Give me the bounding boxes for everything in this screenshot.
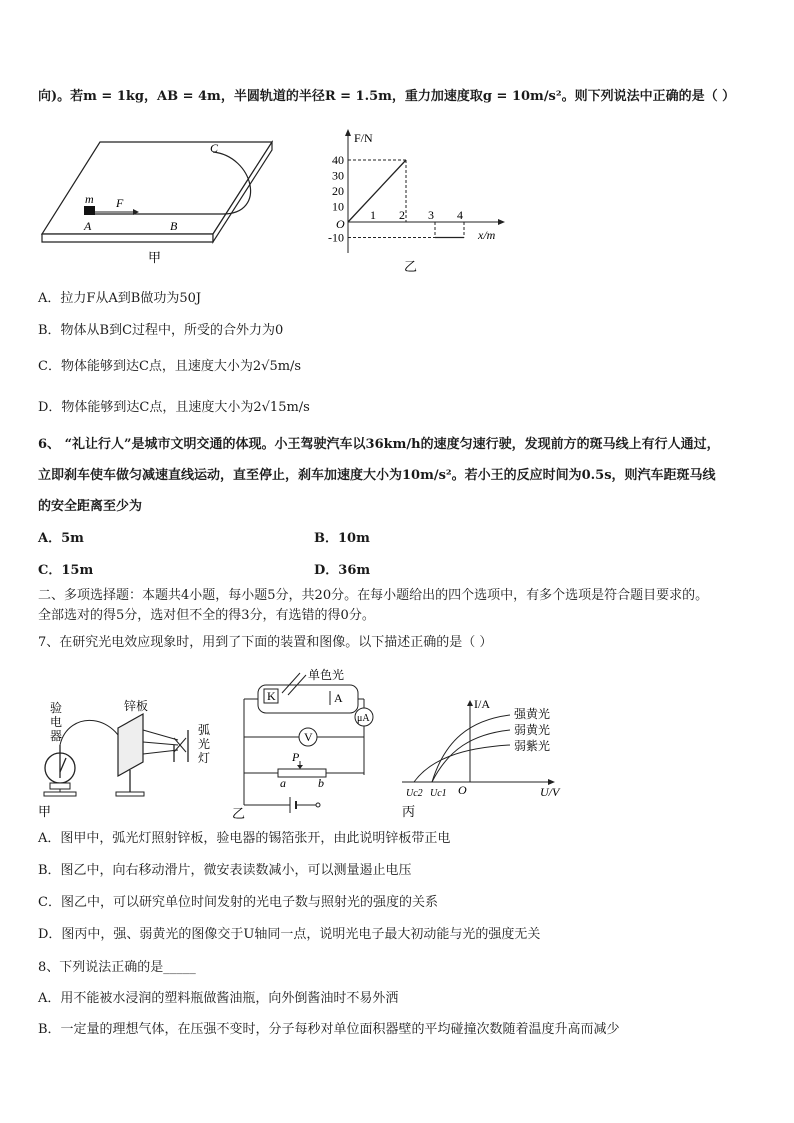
switch-dot (316, 803, 320, 807)
label-lamp-1: 弧 (198, 723, 211, 737)
q7-figure-jia (38, 700, 238, 820)
q5-option-d: D．物体能够到达C点，且速度大小为2√15m/s (38, 400, 310, 415)
bing-x-label: U/V (540, 785, 560, 799)
label-A: A (334, 691, 343, 705)
label-K: K (267, 689, 276, 703)
y-tick-10: 10 (332, 199, 344, 214)
y-tick-30: 30 (332, 168, 344, 183)
y-axis-arrow (345, 129, 351, 136)
light-ray-1 (143, 730, 178, 740)
q5-figure-jia (38, 138, 288, 268)
q5-stem-tail: 向)。若m = 1kg，AB = 4m，半圆轨道的半径R = 1.5m，重力加速度取g = 10m/s²。则下列说法中正确的是（ ） (38, 89, 736, 104)
q7-option-b: B．图乙中，向右移动滑片，微安表读数减小，可以测量遏止电压 (38, 863, 412, 878)
label-B: B (170, 219, 178, 233)
zinc-plate (118, 714, 143, 776)
label-weak-yellow: 弱黄光 (514, 723, 551, 737)
q7-option-a: A．图甲中，弧光灯照射锌板，验电器的锡箔张开，由此说明锌板带正电 (38, 831, 451, 846)
q5-option-a: A．拉力F从A到B做功为50J (38, 291, 202, 306)
y-tick--10: -10 (328, 230, 344, 245)
bing-y-label: I/A (474, 697, 490, 711)
electroscope-base (50, 783, 70, 789)
q6-option-c: C．15m (38, 563, 94, 578)
label-electroscope-1: 验 (50, 701, 63, 715)
label-zinc: 锌板 (124, 699, 149, 713)
plane-top (42, 142, 272, 234)
block-m (84, 206, 95, 215)
curve-weak-violet (414, 745, 510, 782)
label-P: P (292, 750, 300, 764)
q8-option-b: B．一定量的理想气体，在压强不变时，分子每秒对单位面积器壁的平均碰撞次数随着温度升高而减少 (38, 1022, 620, 1037)
caption-jia: 甲 (148, 250, 162, 265)
zinc-base (116, 792, 144, 796)
x-tick-3: 3 (428, 208, 434, 222)
q6-option-b: B．10m (314, 531, 370, 546)
light-ray-2 (143, 742, 178, 745)
curve-strong-yellow (432, 715, 510, 782)
label-uA: μA (357, 713, 370, 724)
label-F: F (116, 196, 124, 210)
section2-line-2: 全部选对的得5分，选对但不全的得3分，有选错的得0分。 (38, 608, 375, 623)
q6-line-2: 立即刹车使车做匀减速直线运动，直至停止，刹车加速度大小为10m/s²。若小王的反应时间为0.5s，则汽车距斑马线 (38, 468, 716, 483)
q8-option-a: A．用不能被水浸润的塑料瓶做酱油瓶，向外倒酱油时不易外洒 (38, 991, 399, 1006)
caption-yi: 乙 (404, 259, 418, 274)
caption-bing: 丙 (402, 804, 416, 819)
label-mono-light: 单色光 (308, 668, 345, 682)
q6-line-1: 6、 “礼让行人”是城市文明交通的体现。小王驾驶汽车以36km/h的速度匀速行驶，发现前方的斑马线上有行人通过， (38, 437, 720, 452)
bing-origin: O (458, 783, 467, 797)
origin-label: O (336, 217, 345, 231)
series-line-1 (348, 160, 406, 222)
stand-foot (44, 792, 76, 796)
label-lamp-2: 光 (198, 737, 211, 751)
label-electroscope-2: 电 (50, 715, 63, 729)
q8-stem: 8、下列说法正确的是_____ (38, 960, 196, 975)
label-strong-yellow: 强黄光 (514, 707, 551, 721)
label-m: m (85, 192, 94, 206)
q6-line-3: 的安全距离至少为 (38, 499, 143, 514)
q7-option-c: C．图乙中，可以研究单位时间发射的光电子数与照射光的强度的关系 (38, 895, 438, 910)
x-tick-4: 4 (457, 208, 463, 222)
x-axis-label: x/m (478, 228, 496, 242)
label-a: a (280, 776, 286, 790)
x-tick-2: 2 (399, 208, 405, 222)
q5-option-c: C．物体能够到达C点，且速度大小为2√5m/s (38, 359, 302, 374)
q6-option-a: A．5m (38, 531, 84, 546)
bing-uc2: Uc2 (406, 788, 423, 799)
label-b: b (318, 776, 324, 790)
label-electroscope-3: 器 (50, 729, 63, 743)
label-weak-violet: 弱紫光 (514, 739, 551, 753)
q7-option-d: D．图丙中，强、弱黄光的图像交于U轴同一点，说明光电子最大初动能与光的强度无关 (38, 927, 541, 942)
plane-front (42, 234, 213, 242)
q6-option-d: D．36m (314, 563, 371, 578)
caption-yi-q7: 乙 (232, 806, 246, 821)
y-axis-label: F/N (354, 131, 373, 145)
x-tick-1: 1 (370, 208, 376, 222)
label-V: V (304, 730, 313, 744)
caption-jia-q7: 甲 (38, 804, 52, 819)
label-C: C (210, 141, 219, 155)
label-A: A (84, 219, 92, 233)
section2-line-1: 二、多项选择题：本题共4小题，每小题5分，共20分。在每小题给出的四个选项中，有多个选项是符合题目要求的。 (38, 588, 709, 603)
y-tick-20: 20 (332, 184, 344, 198)
light-ray-3 (143, 750, 178, 754)
label-lamp-3: 灯 (198, 751, 211, 765)
q7-stem: 7、在研究光电效应现象时，用到了下面的装置和图像。以下描述正确的是（ ） (38, 635, 493, 650)
bing-y-arrow (467, 700, 473, 706)
slider-arrow (297, 765, 303, 769)
q7-figure-yi (230, 665, 380, 820)
bing-uc1: Uc1 (430, 788, 447, 799)
q5-chart-yi (318, 128, 518, 278)
x-axis-arrow (498, 219, 505, 225)
q5-option-b: B．物体从B到C过程中，所受的合外力为0 (38, 323, 284, 338)
y-tick-40: 40 (332, 153, 344, 167)
q7-figure-bing (400, 697, 570, 820)
